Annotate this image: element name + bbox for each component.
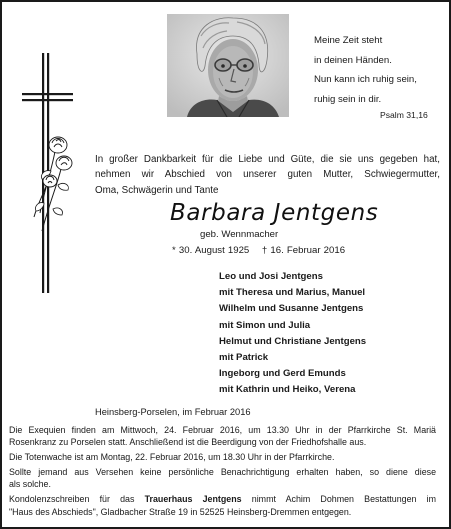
mourner-line: Leo und Josi Jentgens xyxy=(219,271,323,282)
mourner-line: mit Simon und Julia xyxy=(219,319,311,331)
condolence-post: nimmt Achim Dohmen Bestattungen im xyxy=(251,494,436,505)
footer-line: als solche. xyxy=(9,479,51,490)
place-date: Heinsberg-Porselen, im Februar 2016 xyxy=(95,407,251,417)
exequies-paragraph xyxy=(9,424,436,449)
death-date: † 16. Februar 2016 xyxy=(261,245,346,256)
footer-line: Rosenkranz zu Porselen statt. Anschließend ist die Beerdigung von der Friedhofshalle aus. xyxy=(9,437,367,448)
footer-line: Die Totenwache ist am Montag, 22. Februar 2016, um 18.30 Uhr in der Pfarrkirche. xyxy=(9,452,335,463)
mourners-list xyxy=(219,269,366,399)
life-dates xyxy=(172,245,345,256)
condolence-house: Trauerhaus Jentgens xyxy=(144,494,242,505)
wake-paragraph xyxy=(9,451,436,463)
portrait-photo xyxy=(167,14,289,117)
footer-text xyxy=(9,424,436,520)
footer-line: "Haus des Abschieds", Gladbacher Straße 19 in 52525 Heinsberg-Dremmen entgegen. xyxy=(9,506,352,517)
birth-date: * 30. August 1925 xyxy=(172,245,250,256)
intro-line: nehmen wir Abschied von unserer guten Mutter, Schwiegermutter, xyxy=(95,169,440,181)
poem-line: ruhig sein in dir. xyxy=(314,94,382,106)
maiden-name: geb. Wennmacher xyxy=(200,229,279,240)
poem-line: Meine Zeit steht xyxy=(314,35,383,46)
poem-line: in deinen Händen. xyxy=(314,54,392,66)
mourner-line: mit Theresa und Marius, Manuel xyxy=(219,287,366,299)
intro-text xyxy=(95,152,440,198)
mourner-line: mit Patrick xyxy=(219,352,269,364)
notice-paragraph xyxy=(9,466,436,491)
poem xyxy=(314,31,444,110)
mourner-line: Wilhelm und Susanne Jentgens xyxy=(219,303,364,315)
footer-line xyxy=(9,493,436,505)
intro-line: Oma, Schwägerin und Tante xyxy=(95,184,219,196)
intro-line: In großer Dankbarkeit für die Liebe und Güte, die sie uns gegeben hat, xyxy=(95,154,440,165)
condolence-pre: Kondolenzschreiben für das xyxy=(9,494,135,505)
mourner-line: Ingeborg und Gerd Emunds xyxy=(219,368,346,380)
cross-with-roses-icon xyxy=(18,53,78,293)
condolence-paragraph xyxy=(9,493,436,518)
mourner-line: mit Kathrin und Heiko, Verena xyxy=(219,384,356,396)
footer-line: Die Exequien finden am Mittwoch, 24. Februar 2016, um 13.30 Uhr in der Pfarrkirche St. Mariä xyxy=(9,425,436,435)
poem-line: Nun kann ich ruhig sein, xyxy=(314,74,417,86)
footer-line: Sollte jemand aus Versehen keine persönliche Benachrichtigung erhalten haben, so diene diese xyxy=(9,467,436,477)
deceased-name: Barbara Jentgens xyxy=(170,200,379,226)
psalm-reference: Psalm 31,16 xyxy=(380,110,428,120)
mourner-line: Helmut und Christiane Jentgens xyxy=(219,335,367,347)
